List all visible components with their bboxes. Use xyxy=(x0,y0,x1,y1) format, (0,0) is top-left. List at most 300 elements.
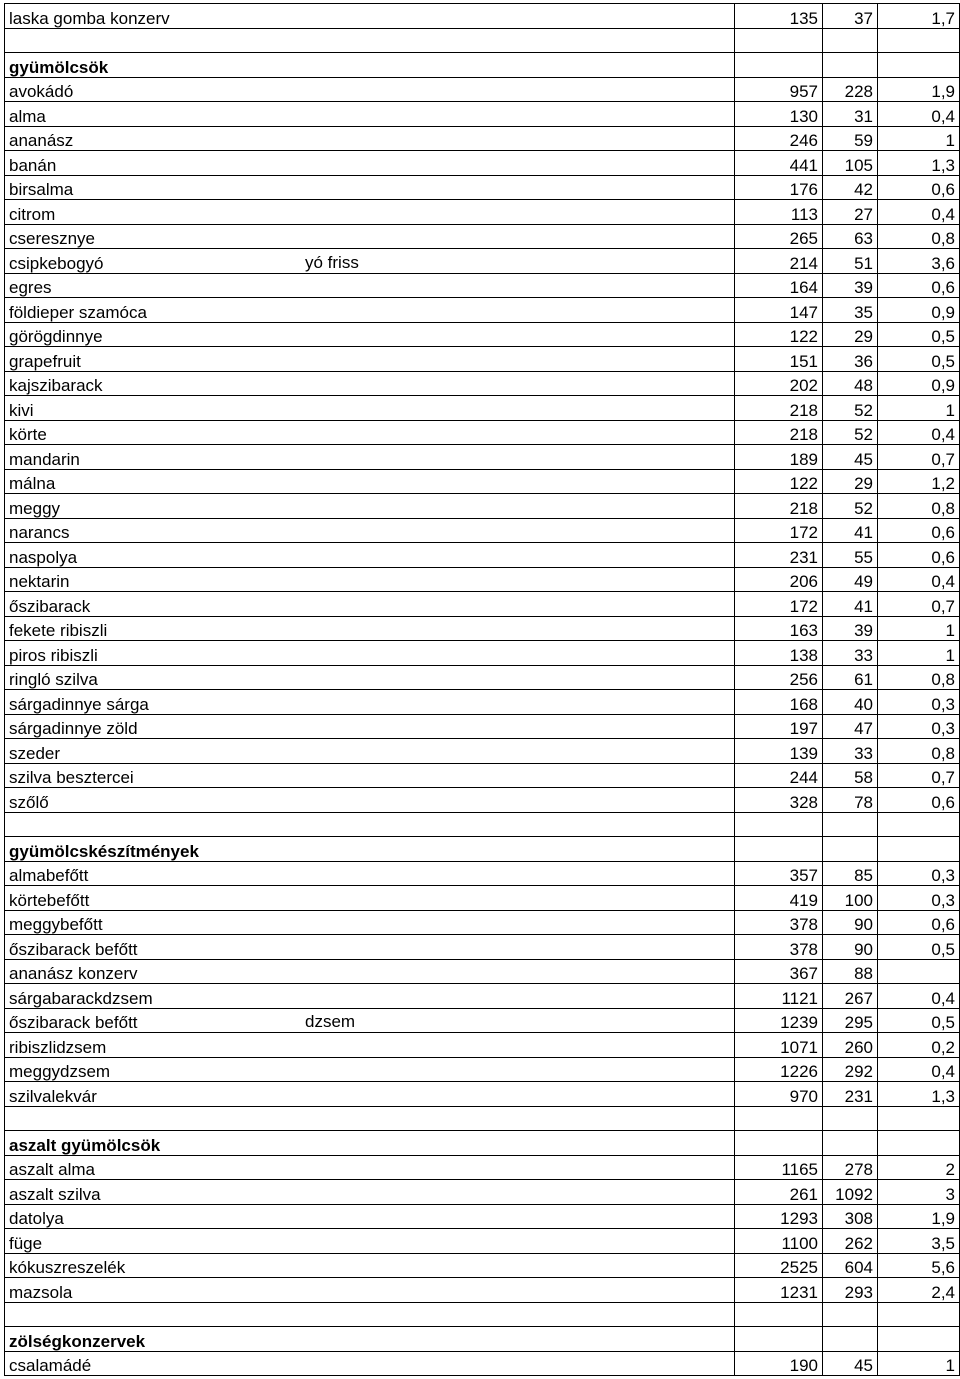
table-row xyxy=(5,1278,960,1303)
food-name: sárgadinnye sárga xyxy=(9,694,149,714)
value-cell-c: 1 xyxy=(878,1351,960,1376)
value-cell-b: 295 xyxy=(823,1008,878,1033)
value-cell-a: 214 xyxy=(735,249,823,274)
table-row xyxy=(5,518,960,543)
food-name: mazsola xyxy=(9,1282,73,1302)
food-name-cell xyxy=(5,910,735,935)
table-row xyxy=(5,641,960,666)
table-row xyxy=(5,1082,960,1107)
food-name-cell xyxy=(5,788,735,813)
food-name: ringló szilva xyxy=(9,670,98,689)
value-cell-b: 33 xyxy=(823,739,878,764)
food-name-cell xyxy=(5,567,735,592)
value-cell-b: 278 xyxy=(823,1155,878,1180)
table-row xyxy=(5,861,960,886)
value-cell-a: 419 xyxy=(735,886,823,911)
value-cell-c xyxy=(878,837,960,862)
value-cell-c: 0,8 xyxy=(878,224,960,249)
food-name: almabefőtt xyxy=(9,866,89,885)
food-name-cell xyxy=(5,249,735,274)
food-name-cell xyxy=(5,371,735,396)
value-cell-c: 1,2 xyxy=(878,469,960,494)
value-cell-a: 1293 xyxy=(735,1204,823,1229)
food-name-cell xyxy=(5,1033,735,1058)
section-heading-row xyxy=(5,1327,960,1352)
value-cell-a xyxy=(735,53,823,78)
food-name-cell xyxy=(5,812,735,837)
value-cell-c xyxy=(878,1327,960,1352)
value-cell-b: 29 xyxy=(823,469,878,494)
food-name-cell xyxy=(5,1082,735,1107)
table-row xyxy=(5,322,960,347)
value-cell-a: 122 xyxy=(735,322,823,347)
table-row xyxy=(5,1033,960,1058)
value-cell-b: 48 xyxy=(823,371,878,396)
value-cell-b: 78 xyxy=(823,788,878,813)
value-cell-c: 0,8 xyxy=(878,494,960,519)
table-row xyxy=(5,1155,960,1180)
value-cell-b: 37 xyxy=(823,4,878,29)
food-name: fekete ribiszli xyxy=(9,621,108,640)
value-cell-b xyxy=(823,1327,878,1352)
value-cell-c: 0,4 xyxy=(878,984,960,1009)
food-name-cell xyxy=(5,224,735,249)
value-cell-c: 0,3 xyxy=(878,861,960,886)
food-name-cell xyxy=(5,347,735,372)
food-name-cell xyxy=(5,641,735,666)
table-row xyxy=(5,690,960,715)
value-cell-c: 0,5 xyxy=(878,322,960,347)
value-cell-b: 262 xyxy=(823,1229,878,1254)
value-cell-b xyxy=(823,1302,878,1327)
food-name: birsalma xyxy=(9,180,74,199)
value-cell-a: 218 xyxy=(735,396,823,421)
value-cell-b: 63 xyxy=(823,224,878,249)
value-cell-c: 3 xyxy=(878,1180,960,1205)
food-name: őszibarack befőtt xyxy=(9,939,138,959)
value-cell-c: 0,3 xyxy=(878,714,960,739)
value-cell-b: 35 xyxy=(823,298,878,323)
food-name: őszibarack xyxy=(9,596,91,616)
food-name-cell xyxy=(5,543,735,568)
value-cell-c: 0,6 xyxy=(878,273,960,298)
value-cell-b: 260 xyxy=(823,1033,878,1058)
value-cell-b: 85 xyxy=(823,861,878,886)
value-cell-a: 265 xyxy=(735,224,823,249)
food-name: kivi xyxy=(9,400,34,420)
value-cell-c: 0,5 xyxy=(878,347,960,372)
food-name-cell xyxy=(5,861,735,886)
value-cell-b: 267 xyxy=(823,984,878,1009)
value-cell-c: 0,8 xyxy=(878,665,960,690)
value-cell-a: 139 xyxy=(735,739,823,764)
value-cell-a: 261 xyxy=(735,1180,823,1205)
value-cell-c: 0,4 xyxy=(878,200,960,225)
value-cell-a: 202 xyxy=(735,371,823,396)
value-cell-c: 0,9 xyxy=(878,298,960,323)
food-name: meggybefőtt xyxy=(9,915,103,934)
table-body xyxy=(5,4,960,1376)
value-cell-b: 1092 xyxy=(823,1180,878,1205)
food-name-cell xyxy=(5,984,735,1009)
value-cell-b: 105 xyxy=(823,151,878,176)
food-name-cell xyxy=(5,1008,735,1033)
value-cell-a: 135 xyxy=(735,4,823,29)
food-name-cell xyxy=(5,151,735,176)
value-cell-a: 1165 xyxy=(735,1155,823,1180)
value-cell-a: 113 xyxy=(735,200,823,225)
value-cell-a: 1121 xyxy=(735,984,823,1009)
table-row xyxy=(5,151,960,176)
food-name-cell xyxy=(5,592,735,617)
value-cell-a: 441 xyxy=(735,151,823,176)
value-cell-b: 36 xyxy=(823,347,878,372)
food-name: piros ribiszli xyxy=(9,645,98,665)
value-cell-a: 190 xyxy=(735,1351,823,1376)
food-name-cell xyxy=(5,420,735,445)
section-heading: aszalt gyümölcsök xyxy=(9,1135,161,1155)
overflow-note: dzsem xyxy=(305,1012,356,1031)
food-name: mandarin xyxy=(9,449,80,469)
food-name-cell xyxy=(5,273,735,298)
value-cell-c: 0,6 xyxy=(878,518,960,543)
table-row xyxy=(5,910,960,935)
section-heading: zölségkonzervek xyxy=(9,1331,146,1351)
value-cell-c: 1 xyxy=(878,641,960,666)
value-cell-a: 218 xyxy=(735,420,823,445)
value-cell-a: 138 xyxy=(735,641,823,666)
value-cell-a: 164 xyxy=(735,273,823,298)
food-name: ananász xyxy=(9,131,74,150)
section-heading-row xyxy=(5,837,960,862)
value-cell-c: 1 xyxy=(878,616,960,641)
food-name: őszibarack befőtt xyxy=(9,1013,138,1032)
value-cell-a: 246 xyxy=(735,126,823,151)
table-row xyxy=(5,102,960,127)
value-cell-a: 378 xyxy=(735,935,823,960)
value-cell-b: 41 xyxy=(823,592,878,617)
food-name-cell xyxy=(5,1278,735,1303)
section-heading: gyümölcskészítmények xyxy=(9,841,199,861)
value-cell-b: 29 xyxy=(823,322,878,347)
food-name: körtebefőtt xyxy=(9,890,90,910)
value-cell-a: 206 xyxy=(735,567,823,592)
value-cell-c: 1,9 xyxy=(878,1204,960,1229)
value-cell-b: 31 xyxy=(823,102,878,127)
value-cell-c: 2,4 xyxy=(878,1278,960,1303)
value-cell-b: 90 xyxy=(823,910,878,935)
value-cell-c xyxy=(878,1131,960,1156)
food-name-cell xyxy=(5,1351,735,1376)
value-cell-b: 52 xyxy=(823,420,878,445)
table-row xyxy=(5,567,960,592)
value-cell-b: 40 xyxy=(823,690,878,715)
food-name-cell xyxy=(5,665,735,690)
food-name-cell xyxy=(5,298,735,323)
table-row xyxy=(5,543,960,568)
value-cell-b: 55 xyxy=(823,543,878,568)
table-row xyxy=(5,1008,960,1033)
value-cell-a: 231 xyxy=(735,543,823,568)
value-cell-c: 0,9 xyxy=(878,371,960,396)
value-cell-c xyxy=(878,1106,960,1131)
value-cell-b: 47 xyxy=(823,714,878,739)
value-cell-b: 231 xyxy=(823,1082,878,1107)
value-cell-c xyxy=(878,959,960,984)
value-cell-c: 3,6 xyxy=(878,249,960,274)
value-cell-a xyxy=(735,812,823,837)
value-cell-b: 293 xyxy=(823,1278,878,1303)
table-row xyxy=(5,200,960,225)
value-cell-a: 2525 xyxy=(735,1253,823,1278)
value-cell-c: 0,7 xyxy=(878,445,960,470)
value-cell-a: 151 xyxy=(735,347,823,372)
table-row xyxy=(5,739,960,764)
value-cell-b xyxy=(823,837,878,862)
value-cell-c: 0,3 xyxy=(878,886,960,911)
table-row xyxy=(5,298,960,323)
value-cell-a: 1071 xyxy=(735,1033,823,1058)
food-name-cell xyxy=(5,322,735,347)
table-row xyxy=(5,984,960,1009)
value-cell-a: 122 xyxy=(735,469,823,494)
food-name-cell xyxy=(5,200,735,225)
value-cell-b: 45 xyxy=(823,445,878,470)
value-cell-c: 3,5 xyxy=(878,1229,960,1254)
table-row xyxy=(5,249,960,274)
value-cell-c xyxy=(878,28,960,53)
food-name-cell xyxy=(5,959,735,984)
value-cell-b: 604 xyxy=(823,1253,878,1278)
value-cell-a xyxy=(735,1302,823,1327)
value-cell-b: 90 xyxy=(823,935,878,960)
value-cell-a: 168 xyxy=(735,690,823,715)
table-row xyxy=(5,1253,960,1278)
value-cell-c: 0,6 xyxy=(878,788,960,813)
food-name-cell xyxy=(5,396,735,421)
value-cell-b xyxy=(823,812,878,837)
food-name: nektarin xyxy=(9,572,70,591)
food-name: aszalt szilva xyxy=(9,1184,101,1204)
value-cell-b: 39 xyxy=(823,616,878,641)
value-cell-c: 1,7 xyxy=(878,4,960,29)
food-name: banán xyxy=(9,155,57,175)
value-cell-a: 218 xyxy=(735,494,823,519)
table-row xyxy=(5,886,960,911)
value-cell-a xyxy=(735,28,823,53)
food-name-cell xyxy=(5,102,735,127)
value-cell-c: 0,7 xyxy=(878,592,960,617)
food-name: sárgadinnye zöld xyxy=(9,719,138,738)
food-name-cell xyxy=(5,1057,735,1082)
food-name-cell xyxy=(5,494,735,519)
value-cell-c: 0,4 xyxy=(878,102,960,127)
value-cell-c: 1,9 xyxy=(878,77,960,102)
value-cell-a: 189 xyxy=(735,445,823,470)
food-name-cell xyxy=(5,1155,735,1180)
value-cell-c: 1,3 xyxy=(878,151,960,176)
value-cell-c xyxy=(878,812,960,837)
value-cell-b: 52 xyxy=(823,396,878,421)
food-name-cell xyxy=(5,445,735,470)
table-row xyxy=(5,665,960,690)
value-cell-a: 328 xyxy=(735,788,823,813)
food-name: avokádó xyxy=(9,82,74,101)
value-cell-c: 2 xyxy=(878,1155,960,1180)
value-cell-a: 367 xyxy=(735,959,823,984)
value-cell-b: 88 xyxy=(823,959,878,984)
value-cell-b: 58 xyxy=(823,763,878,788)
value-cell-c: 1,3 xyxy=(878,1082,960,1107)
food-name: málna xyxy=(9,474,56,493)
value-cell-c: 0,6 xyxy=(878,910,960,935)
food-name: aszalt alma xyxy=(9,1160,95,1179)
section-heading-cell xyxy=(5,1327,735,1352)
value-cell-b: 292 xyxy=(823,1057,878,1082)
section-heading-cell xyxy=(5,1131,735,1156)
table-row xyxy=(5,175,960,200)
value-cell-c: 0,3 xyxy=(878,690,960,715)
table-row xyxy=(5,77,960,102)
value-cell-a: 163 xyxy=(735,616,823,641)
value-cell-a: 130 xyxy=(735,102,823,127)
value-cell-a xyxy=(735,1131,823,1156)
food-name: ananász konzerv xyxy=(9,964,138,983)
table-row xyxy=(5,396,960,421)
food-name-cell xyxy=(5,714,735,739)
value-cell-c: 0,2 xyxy=(878,1033,960,1058)
food-name: körte xyxy=(9,425,47,444)
value-cell-a: 256 xyxy=(735,665,823,690)
nutrition-table xyxy=(4,3,960,1376)
food-name-cell xyxy=(5,1253,735,1278)
table-row xyxy=(5,420,960,445)
value-cell-b: 308 xyxy=(823,1204,878,1229)
food-name-cell xyxy=(5,739,735,764)
value-cell-c: 1 xyxy=(878,126,960,151)
table-row xyxy=(5,592,960,617)
food-name-cell xyxy=(5,175,735,200)
table-row xyxy=(5,959,960,984)
food-name: ribiszlidzsem xyxy=(9,1037,107,1057)
food-name: meggydzsem xyxy=(9,1062,111,1081)
spacer-row xyxy=(5,28,960,53)
value-cell-c: 0,4 xyxy=(878,420,960,445)
value-cell-b xyxy=(823,53,878,78)
food-name: szilva besztercei xyxy=(9,768,134,787)
food-name-cell xyxy=(5,1180,735,1205)
food-name: datolya xyxy=(9,1209,64,1228)
food-name: laska gomba konzerv xyxy=(9,8,170,28)
section-heading-cell xyxy=(5,53,735,78)
food-name-cell xyxy=(5,935,735,960)
value-cell-b: 41 xyxy=(823,518,878,543)
value-cell-b: 33 xyxy=(823,641,878,666)
value-cell-a: 1226 xyxy=(735,1057,823,1082)
food-name: sárgabarackdzsem xyxy=(9,988,153,1008)
food-name: cseresznye xyxy=(9,229,95,248)
value-cell-a xyxy=(735,1106,823,1131)
food-name: meggy xyxy=(9,498,61,518)
value-cell-b: 39 xyxy=(823,273,878,298)
value-cell-b: 61 xyxy=(823,665,878,690)
value-cell-b xyxy=(823,1106,878,1131)
table-row xyxy=(5,469,960,494)
food-name-cell xyxy=(5,1229,735,1254)
value-cell-b: 49 xyxy=(823,567,878,592)
food-name: szilvalekvár xyxy=(9,1086,97,1106)
table-row xyxy=(5,1351,960,1376)
value-cell-a xyxy=(735,1327,823,1352)
food-name: citrom xyxy=(9,204,56,224)
food-name-cell xyxy=(5,77,735,102)
food-name: földieper szamóca xyxy=(9,302,147,322)
table-row xyxy=(5,1229,960,1254)
table-row xyxy=(5,616,960,641)
table-row xyxy=(5,788,960,813)
value-cell-a: 378 xyxy=(735,910,823,935)
value-cell-b xyxy=(823,1131,878,1156)
value-cell-b: 27 xyxy=(823,200,878,225)
food-name-cell xyxy=(5,763,735,788)
value-cell-b: 51 xyxy=(823,249,878,274)
table-row xyxy=(5,1180,960,1205)
value-cell-b: 42 xyxy=(823,175,878,200)
table-row xyxy=(5,1204,960,1229)
value-cell-c: 0,5 xyxy=(878,935,960,960)
value-cell-a: 1231 xyxy=(735,1278,823,1303)
value-cell-b: 59 xyxy=(823,126,878,151)
food-name: szőlő xyxy=(9,792,49,812)
value-cell-a: 970 xyxy=(735,1082,823,1107)
table-row xyxy=(5,126,960,151)
spacer-row xyxy=(5,1106,960,1131)
overflow-note: yó friss xyxy=(305,252,359,272)
value-cell-b xyxy=(823,28,878,53)
food-name: grapefruit xyxy=(9,351,81,371)
food-name: alma xyxy=(9,106,46,126)
food-name: naspolya xyxy=(9,547,78,567)
value-cell-c: 5,6 xyxy=(878,1253,960,1278)
value-cell-c: 0,5 xyxy=(878,1008,960,1033)
table-row xyxy=(5,347,960,372)
food-name: csalamádé xyxy=(9,1356,92,1375)
food-name-cell xyxy=(5,4,735,29)
table-row xyxy=(5,371,960,396)
value-cell-c: 0,8 xyxy=(878,739,960,764)
value-cell-c: 0,4 xyxy=(878,1057,960,1082)
table-row xyxy=(5,4,960,29)
table-row xyxy=(5,224,960,249)
value-cell-b: 52 xyxy=(823,494,878,519)
section-heading-row xyxy=(5,53,960,78)
food-name-cell xyxy=(5,28,735,53)
food-name: szeder xyxy=(9,743,61,763)
value-cell-c: 0,4 xyxy=(878,567,960,592)
food-name: csipkebogyó xyxy=(9,253,104,273)
value-cell-a: 172 xyxy=(735,592,823,617)
section-heading-cell xyxy=(5,837,735,862)
food-name-cell xyxy=(5,1204,735,1229)
value-cell-a: 957 xyxy=(735,77,823,102)
table-row xyxy=(5,273,960,298)
table-row xyxy=(5,1057,960,1082)
food-name: kókuszreszelék xyxy=(9,1258,126,1277)
table-row xyxy=(5,494,960,519)
table-row xyxy=(5,935,960,960)
spacer-row xyxy=(5,812,960,837)
value-cell-c: 0,6 xyxy=(878,175,960,200)
